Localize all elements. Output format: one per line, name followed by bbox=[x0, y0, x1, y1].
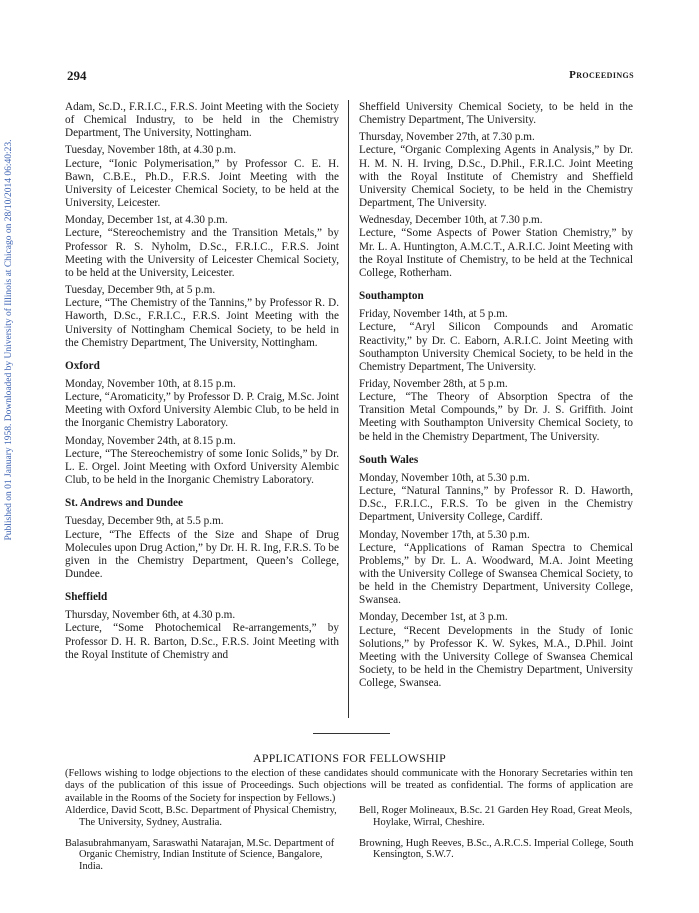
meeting-entry bbox=[65, 435, 339, 488]
meeting-entry bbox=[359, 472, 633, 525]
meeting-text: Lecture, “Ionic Polymerisation,” by Professor C. E. H. Bawn, C.B.E., Ph.D., F.R.S. Joint Meeting with the University of Leicester Chemical Society, to be held at the University, Leicester. bbox=[65, 157, 339, 210]
meeting-text: Adam, Sc.D., F.R.I.C., F.R.S. Joint Meeting with the Society of Chemical Industry, to be held in the Chemistry Department, The University, Nottingham. bbox=[65, 101, 339, 140]
fellowship-title: APPLICATIONS FOR FELLOWSHIP bbox=[253, 751, 446, 765]
meeting-date: Tuesday, December 9th, at 5.5 p.m. bbox=[65, 515, 224, 528]
meeting-date: Monday, November 24th, at 8.15 p.m. bbox=[65, 434, 236, 447]
candidate-entry: Browning, Hugh Reeves, B.Sc., A.R.C.S. Imperial College, South Kensington, S.W.7. bbox=[359, 837, 634, 861]
section-heading: Southampton bbox=[359, 290, 424, 303]
meeting-entry bbox=[359, 131, 633, 210]
page-header bbox=[67, 68, 634, 86]
meeting-entry bbox=[65, 609, 339, 662]
meeting-text: Lecture, “The Theory of Absorption Spectra of the Transition Metal Compounds,” by Dr. J. S. Griffith. Joint Meeting with Southampton University Chemical Society, to be held in the Chemistry Department, The University. bbox=[359, 391, 633, 443]
meeting-date: Tuesday, December 9th, at 5 p.m. bbox=[65, 284, 216, 297]
section-heading: Sheffield bbox=[65, 591, 108, 604]
meeting-text: Lecture, “Natural Tannins,” by Professor R. D. Haworth, D.Sc., F.R.I.C., F.R.S. To be given in the Chemistry Department, University College, Cardiff. bbox=[359, 485, 633, 524]
meeting-date: Monday, December 1st, at 4.30 p.m. bbox=[65, 214, 228, 227]
meeting-text: Lecture, “Aromaticity,” by Professor D. P. Craig, M.Sc. Joint Meeting with Oxford University Alembic Club, to be held in the Inorganic Chemistry Laboratory. bbox=[65, 391, 339, 430]
meeting-text: Lecture, “Some Aspects of Power Station Chemistry,” by Mr. L. A. Huntington, A.M.C.T., A.R.I.C. Joint Meeting with the Royal Institute of Chemistry, to be held at the Technical College, Rotherham. bbox=[359, 227, 633, 279]
meeting-entry bbox=[359, 611, 633, 690]
candidates-left bbox=[65, 805, 341, 882]
download-watermark bbox=[2, 100, 16, 580]
running-head: Proceedings bbox=[569, 69, 634, 81]
fellowship-note: (Fellows wishing to lodge objections to the election of these candidates should communicate with the Honorary Secretaries within ten days of the publication of this issue of Proceedings. Such objections will be treated as confidential. The forms of application are available in the Rooms of the Society for inspection by Fellows.) bbox=[65, 768, 633, 804]
meeting-entry bbox=[359, 214, 633, 280]
section-divider bbox=[313, 733, 390, 734]
meeting-date: Monday, December 1st, at 3 p.m. bbox=[359, 611, 508, 624]
meeting-text: Lecture, “The Chemistry of the Tannins,” by Professor R. D. Haworth, D.Sc., F.R.I.C., F.R.S. Joint Meeting with the University of Nottingham Chemical Society, to be held in the Chemistry Department, The University, Nottingham. bbox=[65, 297, 339, 349]
meeting-text: Lecture, “The Effects of the Size and Shape of Drug Molecules upon Drug Action,” by Dr. H. R. Ing, F.R.S. To be given in the Chemistry Department, Queen’s College, Dundee. bbox=[65, 528, 339, 580]
meeting-date: Monday, November 10th, at 8.15 p.m. bbox=[65, 377, 236, 390]
section-heading: St. Andrews and Dundee bbox=[65, 497, 183, 510]
meeting-text: Lecture, “Applications of Raman Spectra to Chemical Problems,” by Dr. L. A. Woodward, M.A. Joint Meeting with the University College of Swansea Chemical Society, to be held in the Chemistry Department, University College, Swansea. bbox=[359, 541, 633, 607]
meeting-entry bbox=[359, 101, 633, 127]
meeting-entry bbox=[359, 378, 633, 444]
meeting-date: Friday, November 14th, at 5 p.m. bbox=[359, 308, 508, 321]
meeting-date: Friday, November 28th, at 5 p.m. bbox=[359, 377, 508, 390]
meeting-entry bbox=[65, 378, 339, 431]
meeting-entry bbox=[65, 101, 339, 140]
meeting-entry bbox=[359, 308, 633, 374]
meeting-date: Thursday, November 6th, at 4.30 p.m. bbox=[65, 609, 236, 622]
meeting-entry bbox=[65, 284, 339, 350]
meeting-date: Wednesday, December 10th, at 7.30 p.m. bbox=[359, 214, 543, 227]
left-column bbox=[65, 101, 339, 666]
meeting-entry bbox=[65, 515, 339, 581]
section-heading: South Wales bbox=[359, 453, 419, 466]
download-watermark-text: Published on 01 January 1958. Downloaded by University of Illinois at Chicago on 28/10/2014 06:40:23. bbox=[4, 139, 14, 541]
meeting-text: Lecture, “Organic Complexing Agents in Analysis,” by Dr. H. M. N. H. Irving, D.Sc., D.Phil., F.R.I.C. Joint Meeting with the Royal Institute of Chemistry and Sheffield University Chemical Society, to be held in the Chemistry Department, The University. bbox=[359, 144, 633, 210]
meeting-date: Thursday, November 27th, at 7.30 p.m. bbox=[359, 131, 535, 144]
page-number: 294 bbox=[67, 68, 87, 83]
meeting-date: Tuesday, November 18th, at 4.30 p.m. bbox=[65, 144, 237, 157]
right-column bbox=[359, 101, 633, 694]
candidates-right bbox=[359, 805, 635, 870]
meeting-text: Lecture, “Some Photochemical Re-arrangements,” by Professor D. H. R. Barton, D.Sc., F.R.S. Joint Meeting with the Royal Institute of Chemistry and bbox=[65, 622, 339, 661]
meeting-text: Lecture, “Aryl Silicon Compounds and Aromatic Reactivity,” by Dr. C. Eaborn, A.R.I.C. Joint Meeting with Southampton University Chemical Society, to be held in the Chemistry Department, The University. bbox=[359, 321, 633, 373]
meeting-text: Lecture, “Recent Developments in the Study of Ionic Solutions,” by Professor K. W. Sykes, M.A., D.Phil. Joint Meeting with the University College of Swansea Chemical Society, to be held in the Chemistry Department, University College, Swansea. bbox=[359, 624, 633, 690]
meeting-date: Monday, November 17th, at 5.30 p.m. bbox=[359, 528, 530, 541]
candidate-entry: Balasubrahmanyam, Saraswathi Natarajan, M.Sc. Department of Organic Chemistry, Indian Institute of Science, Bangalore, India. bbox=[65, 837, 335, 873]
meeting-entry bbox=[359, 529, 633, 608]
meeting-date: Monday, November 10th, at 5.30 p.m. bbox=[359, 471, 530, 484]
section-heading: Oxford bbox=[65, 359, 100, 372]
meeting-text: Lecture, “The Stereochemistry of some Ionic Solids,” by Dr. L. E. Orgel. Joint Meeting with Oxford University Alembic Club, to be held in the Inorganic Chemistry Laboratory. bbox=[65, 447, 339, 487]
meeting-text: Sheffield University Chemical Society, to be held in the Chemistry Department, The University. bbox=[359, 101, 633, 127]
meeting-entry bbox=[65, 214, 339, 280]
meeting-entry bbox=[65, 144, 339, 210]
candidate-entry: Alderdice, David Scott, B.Sc. Department of Physical Chemistry, The University, Sydney, Australia. bbox=[65, 805, 337, 828]
candidate-entry: Bell, Roger Molineaux, B.Sc. 21 Garden Hey Road, Great Meols, Hoylake, Wirral, Cheshire. bbox=[359, 805, 633, 828]
column-divider bbox=[348, 100, 349, 718]
meeting-text: Lecture, “Stereochemistry and the Transition Metals,” by Professor R. S. Nyholm, D.Sc., F.R.I.C., F.R.S. Joint Meeting with the University of Leicester Chemical Society, to be held at the University, Leicester. bbox=[65, 227, 339, 279]
